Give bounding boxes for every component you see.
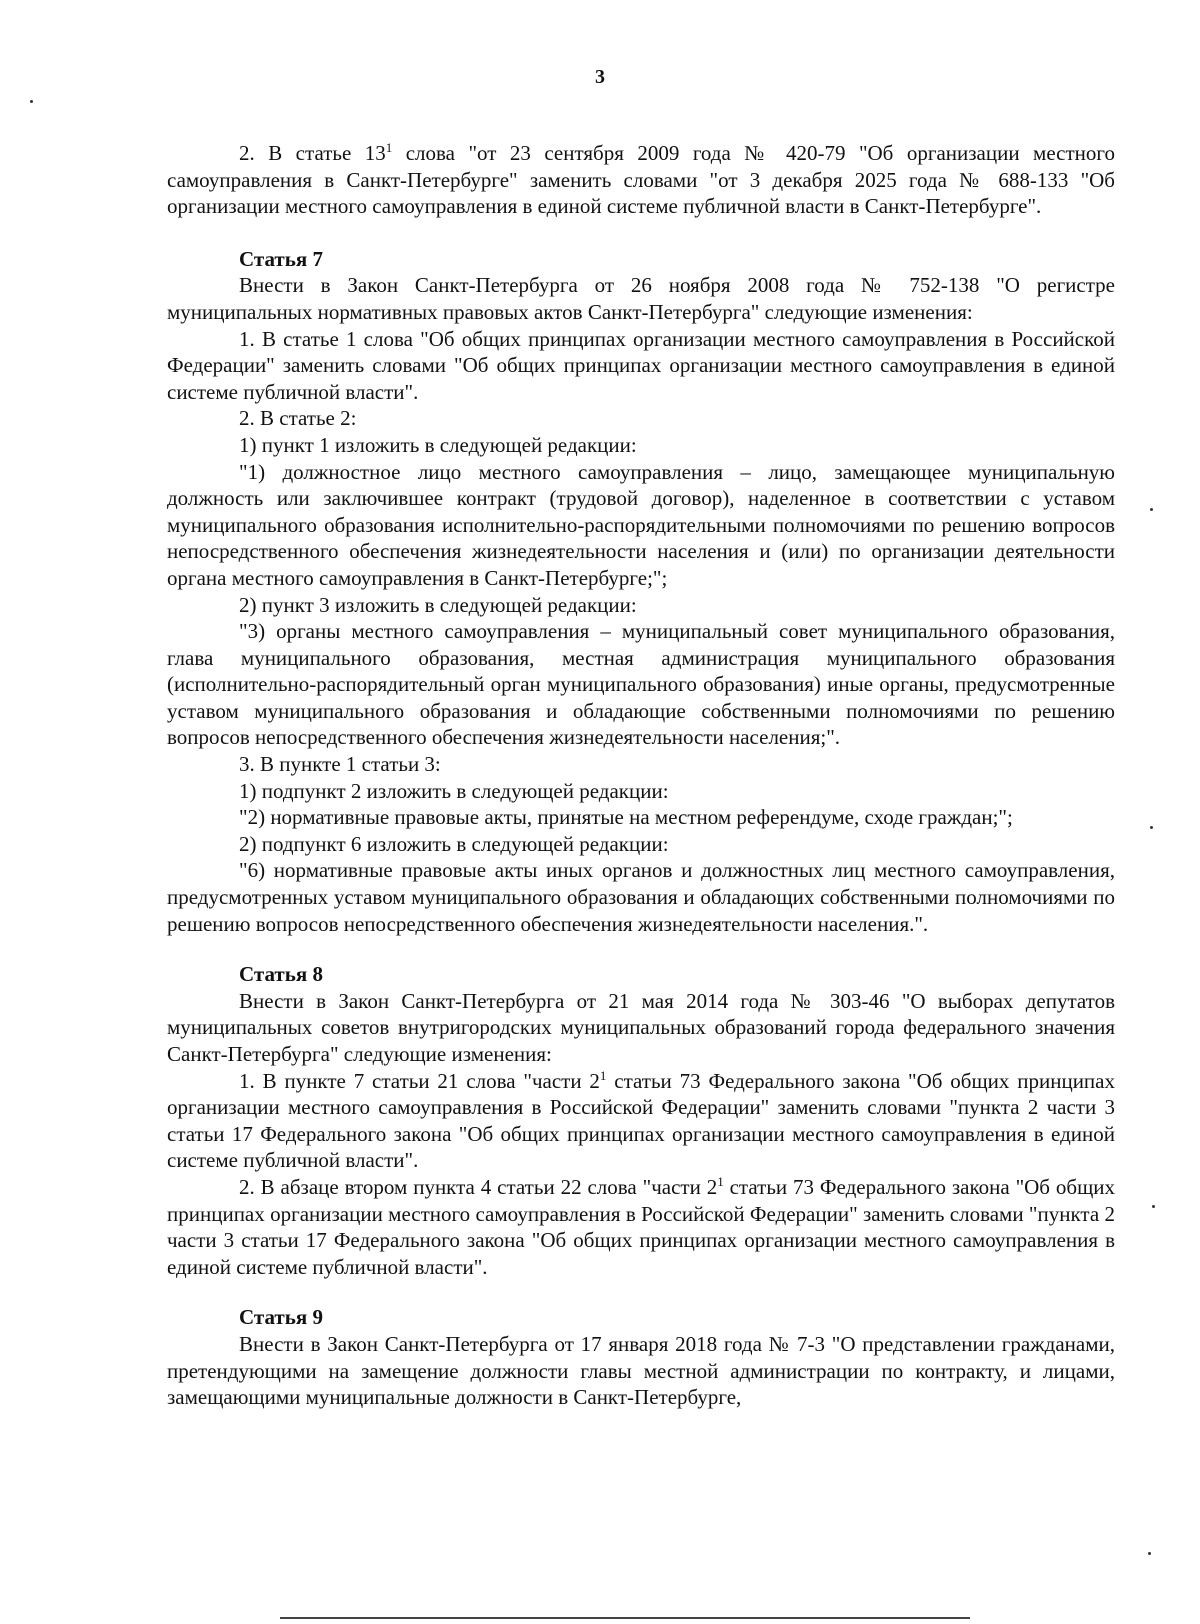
paragraph-article6-item2 bbox=[167, 140, 1115, 220]
superscript: 1 bbox=[599, 1067, 607, 1083]
article-8-item2 bbox=[167, 1174, 1115, 1280]
article-9-heading: Статья 9 bbox=[239, 1305, 323, 1330]
article-7-item1: 1. В статье 1 слова "Об общих принципах организации местного самоуправления в Российской Федерации" заменить словами "Об общих принципах организации местного самоуправления в единой системе публичной власти". bbox=[167, 326, 1115, 404]
article-7-item2-sub1-text: "1) должностное лицо местного самоуправления – лицо, замещающее муниципальную должность или заключившее контракт (трудовой договор), наделенное в соответствии с уставом муниципального образования исполнительно-распорядительными полномочиями по решению вопросов непосредственного обеспечения жизнедеятельности населения и (или) по организации деятельности органа местного самоуправления в Санкт-Петербурге;"; bbox=[167, 459, 1115, 590]
superscript: 1 bbox=[717, 1173, 724, 1189]
article-7-item3: 3. В пункте 1 статьи 3: bbox=[239, 752, 441, 777]
page-number: 3 bbox=[595, 66, 605, 88]
text-run: статьи 73 Федерального закона "Об общих принципах организации местного самоуправления в Российской Федерации" заменить словами "пункта 2 части 3 статьи 17 Федерального закона "Об общих принципах организации местного самоуправления в единой системе публичной власти". bbox=[167, 1068, 1115, 1173]
article-8-heading: Статья 8 bbox=[239, 962, 323, 987]
article-7-item2-sub2: 2) пункт 3 изложить в следующей редакции: bbox=[239, 592, 637, 617]
article-7-item3-sub2: 2) подпункт 6 изложить в следующей редакции: bbox=[239, 831, 669, 856]
bottom-edge-line bbox=[280, 1617, 970, 1619]
article-7-item3-sub1: 1) подпункт 2 изложить в следующей редакции: bbox=[239, 778, 669, 803]
article-7-item2: 2. В статье 2: bbox=[239, 406, 357, 431]
article-8-item1 bbox=[167, 1068, 1115, 1174]
article-7-item3-sub1-text: "2) нормативные правовые акты, принятые на местном референдуме, сходе граждан;"; bbox=[239, 805, 1013, 830]
text-run: слова "от 23 сентября 2009 года № 420-79 "Об организации местного самоуправления в Санкт-Петербурге" заменить словами "от 3 декабря 2025 года № 688-133 "Об организации местного самоуправления в единой системе публичной власти в Санкт-Петербурге". bbox=[167, 141, 1115, 219]
article-7-item2-sub2-text: "3) органы местного самоуправления – муниципальный совет муниципального образования, глава муниципального образования, местная администрация муниципального образования (исполнительно-распорядительный орган муниципального образования) иные органы, предусмотренные уставом муниципального образования и обладающие собственными полномочиями по решению вопросов непосредственного обеспечения жизнедеятельности населения;". bbox=[167, 619, 1115, 750]
article-7-heading: Статья 7 bbox=[239, 246, 323, 271]
document-body bbox=[167, 140, 1115, 1411]
text-run: 2. В абзаце втором пункта 4 статьи 22 слова "части 2 bbox=[239, 1174, 718, 1199]
text-run: 2. В статье 13 bbox=[239, 141, 386, 165]
article-7-item3-sub2-text: "6) нормативные правовые акты иных органов и должностных лиц местного самоуправления, предусмотренных уставом муниципального образования и обладающих собственными полномочиями по решению вопросов непосредственного обеспечения жизнедеятельности населения.". bbox=[167, 858, 1115, 936]
article-9-intro: Внести в Закон Санкт-Петербурга от 17 января 2018 года № 7-3 "О представлении гражданами, претендующими на замещение должности главы местной администрации по контракту, и лицами, замещающими муниципальные должности в Санкт-Петербурге, bbox=[167, 1331, 1115, 1410]
article-7-item2-sub1: 1) пункт 1 изложить в следующей редакции: bbox=[239, 432, 637, 457]
scan-speck bbox=[1150, 826, 1153, 829]
scan-speck bbox=[1150, 508, 1153, 511]
article-7-intro: Внести в Закон Санкт-Петербурга от 26 ноября 2008 года № 752-138 "О регистре муниципальных нормативных правовых актов Санкт-Петербурга" следующие изменения: bbox=[167, 273, 1115, 324]
text-run: статьи 73 Федерального закона "Об общих принципах организации местного самоуправления в Российской Федерации" заменить словами "пункта 2 части 3 статьи 17 Федерального закона "Об общих принципах организации местного самоуправления в единой системе публичной власти". bbox=[167, 1174, 1115, 1279]
text-run: 1. В пункте 7 статьи 21 слова "части 2 bbox=[239, 1068, 600, 1093]
scan-speck bbox=[30, 100, 33, 103]
superscript: 1 bbox=[385, 140, 393, 155]
scan-speck bbox=[1152, 1205, 1155, 1208]
scan-speck bbox=[1148, 1552, 1151, 1555]
article-8-intro: Внести в Закон Санкт-Петербурга от 21 мая 2014 года № 303-46 "О выборах депутатов муниципальных советов внутригородских муниципальных образований города федерального значения Санкт-Петербурга" следующие изменения: bbox=[167, 988, 1115, 1066]
